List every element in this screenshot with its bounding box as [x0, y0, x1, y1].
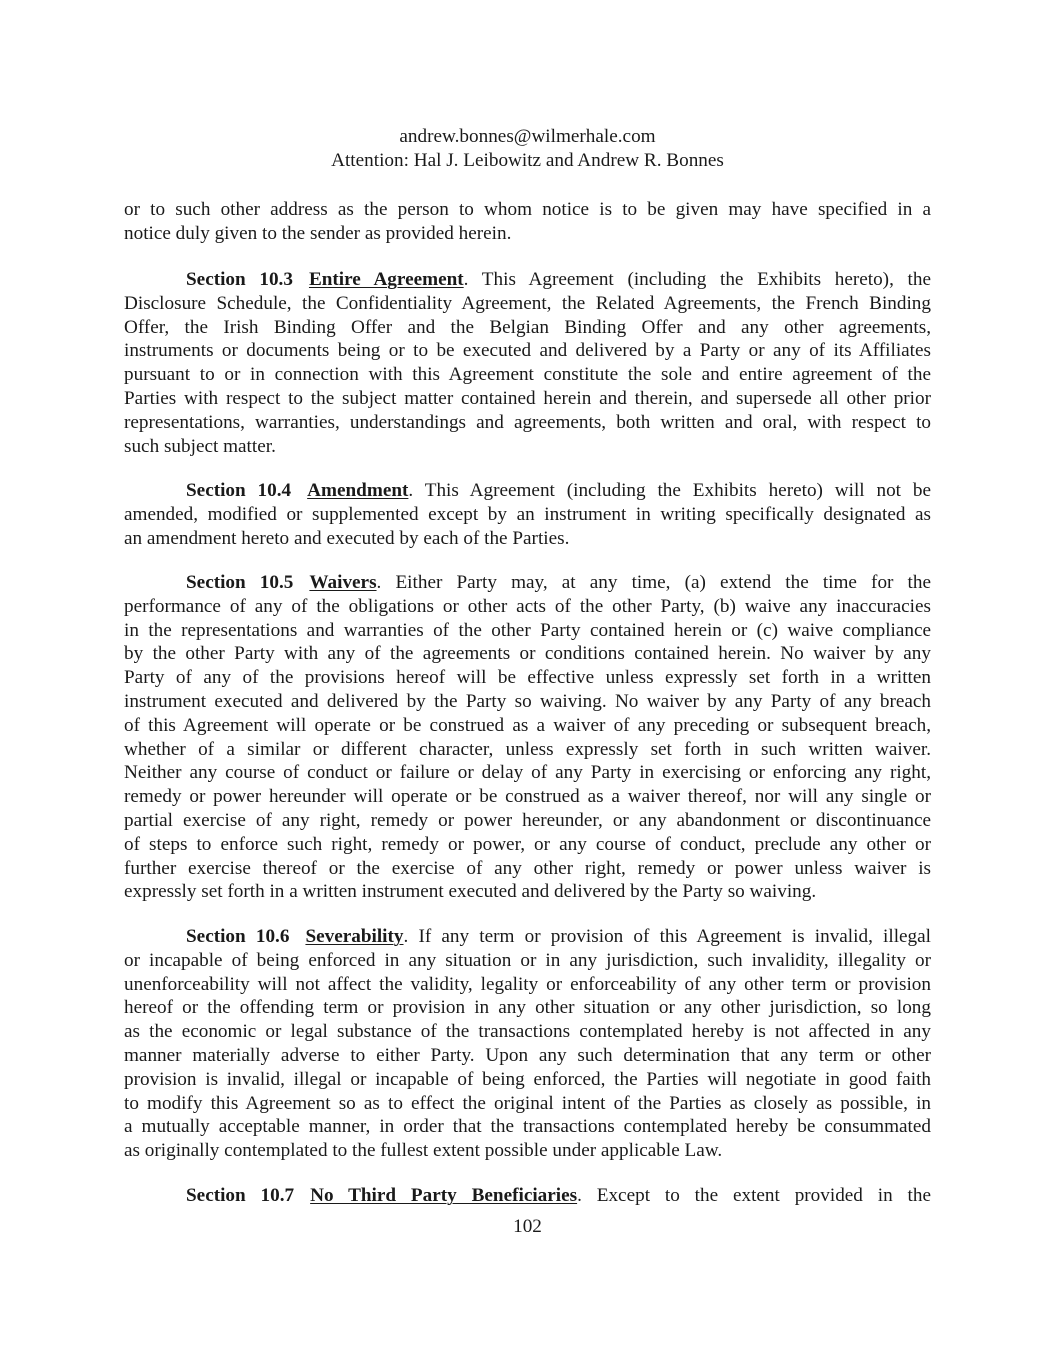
text-line: further exercise thereof or the exercise of any other right, remedy or power unless waiver is [124, 857, 931, 879]
text-line: whether of a similar or different character, unless expressly set forth in such written waiver. [124, 738, 931, 760]
text-line: as the economic or legal substance of the transactions contemplated hereby is not affected in any [124, 1021, 931, 1043]
section-heading-line [124, 479, 931, 503]
text-line: pursuant to or in connection with this Agreement constitute the sole and entire agreement of the [124, 364, 931, 386]
text-line: partial exercise of any right, remedy or power hereunder, or any abandonment or discontinuance [124, 809, 931, 831]
text-line: an amendment hereto and executed by each of the Parties. [124, 527, 570, 549]
text-line: to modify this Agreement so as to effect the original intent of the Parties as closely as possible, in [124, 1092, 931, 1114]
text-line: Party of any of the provisions hereof will be effective unless expressly set forth in a written [124, 667, 931, 689]
text-line: remedy or power hereunder will operate or be construed as a waiver thereof, nor will any single or [124, 786, 931, 808]
section-10-7 [124, 1184, 931, 1208]
text-line: provision is invalid, illegal or incapable of being enforced, the Parties will negotiate in good faith [124, 1068, 931, 1090]
text-line: Offer, the Irish Binding Offer and the Belgian Binding Offer and any other agreements, [124, 316, 931, 338]
page-number: 102 [513, 1216, 542, 1237]
text-line: unenforceability will not affect the validity, legality or enforceability of any other term or provision [124, 973, 931, 995]
text-line: Parties with respect to the subject matter contained herein and therein, and supersede all other prior [124, 387, 931, 409]
section-number: Section 10.7 [186, 1185, 295, 1206]
section-heading-line [124, 571, 931, 595]
text-line: in the representations and warranties of the other Party contained herein or (c) waive compliance [124, 619, 931, 641]
section-title: Waivers [309, 572, 377, 593]
text-line: amended, modified or supplemented except by an instrument in writing specifically designated as [124, 503, 931, 525]
section-heading-line [124, 268, 931, 292]
section-title: Amendment [307, 480, 409, 501]
section-10-4 [124, 479, 931, 550]
text-line: notice duly given to the sender as provided herein. [124, 222, 512, 244]
text-line: Neither any course of conduct or failure or delay of any Party in exercising or enforcing any right, [124, 762, 931, 784]
text-line: hereof or the offending term or provision in any other situation or any other jurisdiction, so long [124, 997, 931, 1019]
section-10-3 [124, 268, 931, 458]
section-title: Severability [305, 926, 404, 947]
text-line: performance of any of the obligations or other acts of the other Party, (b) waive any inaccuracies [124, 595, 931, 617]
section-title: Entire Agreement [308, 269, 464, 290]
text-line: Disclosure Schedule, the Confidentiality Agreement, the Related Agreements, the French Binding [124, 292, 931, 314]
section-number: Section 10.3 [186, 269, 293, 290]
text-line: as originally contemplated to the fullest extent possible under applicable Law. [124, 1140, 723, 1162]
text-line: instrument executed and delivered by the Party so waiving. No waiver by any Party of any breach [124, 690, 931, 712]
notice-attention: Attention: Hal J. Leibowitz and Andrew R. Bonnes [331, 150, 724, 171]
text-line: manner materially adverse to either Party. Upon any such determination that any term or other [124, 1044, 931, 1066]
section-10-6 [124, 925, 931, 1163]
text-line: instruments or documents being or to be executed and delivered by a Party or any of its Affiliates [124, 340, 931, 362]
text-line: by the other Party with any of the agreements or conditions contained herein. No waiver by any [124, 643, 931, 665]
text-line: of steps to enforce such right, remedy or power, or any course of conduct, preclude any other or [124, 833, 931, 855]
text-line: expressly set forth in a written instrument executed and delivered by the Party so waiving. [124, 881, 817, 903]
section-number: Section 10.4 [186, 480, 292, 501]
text-line: of this Agreement will operate or be construed as a waiver of any preceding or subsequent breach, [124, 714, 931, 736]
text-line: or to such other address as the person to whom notice is to be given may have specified in a [124, 199, 931, 220]
section-10-5 [124, 571, 931, 904]
section-text: . This Agreement (including the Exhibits hereto), the [463, 269, 931, 290]
section-number: Section 10.5 [186, 572, 294, 593]
section-text: . If any term or provision of this Agreement is invalid, illegal [403, 926, 931, 947]
section-number: Section 10.6 [186, 926, 290, 947]
section-text: . Either Party may, at any time, (a) extend the time for the [376, 572, 931, 593]
section-heading-line [124, 925, 931, 949]
notice-email: andrew.bonnes@wilmerhale.com [399, 126, 656, 147]
section-text: . Except to the extent provided in the [577, 1185, 931, 1206]
text-line: representations, warranties, understandings and agreements, both written and oral, with respect to [124, 411, 931, 433]
text-line: or incapable of being enforced in any situation or in any jurisdiction, such invalidity, illegality or [124, 949, 931, 971]
text-line: such subject matter. [124, 435, 276, 457]
section-title: No Third Party Beneficiaries [310, 1185, 578, 1206]
intro-paragraph [124, 198, 931, 246]
text-line: a mutually acceptable manner, in order that the transactions contemplated hereby be consummated [124, 1116, 931, 1138]
section-text: . This Agreement (including the Exhibits hereto) will not be [408, 480, 931, 501]
section-heading-line [124, 1184, 931, 1208]
